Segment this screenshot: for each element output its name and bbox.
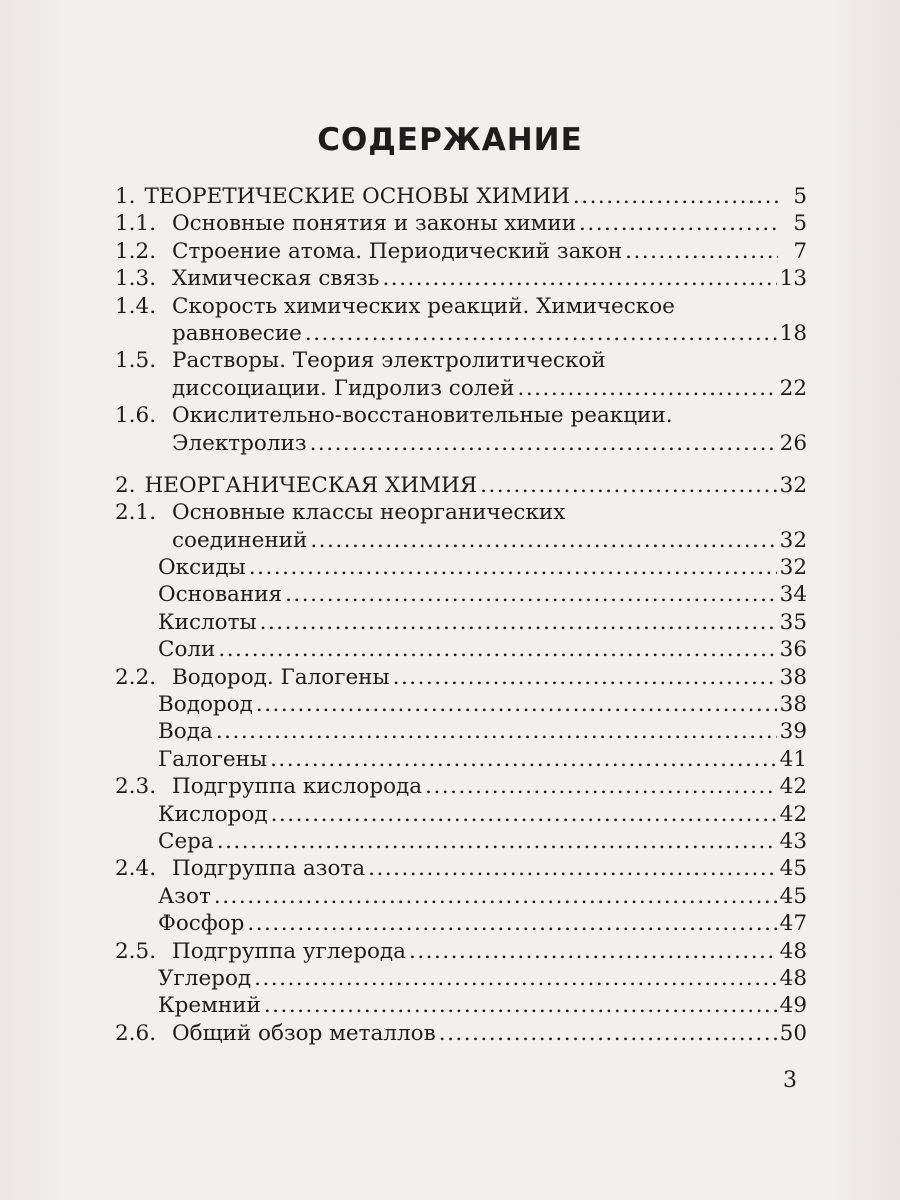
page-number: 3	[783, 1068, 797, 1093]
toc-entry-number: 2.	[115, 472, 136, 498]
leader-dots	[573, 183, 778, 210]
toc-entry	[115, 183, 807, 210]
toc-entry	[115, 910, 807, 937]
toc-entry-title: Кислоты	[158, 609, 257, 635]
toc-entry-title: Подгруппа кислорода	[172, 774, 423, 800]
leader-dots	[264, 992, 777, 1019]
leader-dots	[247, 910, 776, 937]
leader-dots	[393, 664, 777, 691]
toc-entry-page: 45	[779, 856, 807, 882]
leader-dots	[368, 855, 777, 882]
toc-entry-title: Электролиз	[172, 430, 307, 456]
leader-dots	[285, 581, 777, 608]
toc-entry	[115, 636, 807, 663]
leader-dots	[260, 609, 777, 636]
toc-entry-number: 2.1.	[115, 500, 157, 526]
toc-entry-title: Вода	[158, 719, 213, 745]
leader-dots	[310, 430, 777, 457]
toc-entry-number: 2.4.	[115, 856, 157, 882]
table-of-contents	[115, 183, 807, 1047]
toc-entry	[115, 691, 807, 718]
toc-entry-page: 32	[779, 555, 807, 581]
leader-dots	[517, 375, 776, 402]
toc-entry-page: 43	[779, 828, 807, 854]
toc-entry	[115, 430, 807, 457]
toc-entry-number: 1.3.	[115, 266, 157, 292]
leader-dots	[425, 773, 777, 800]
toc-entry	[115, 347, 807, 374]
toc-entry-page: 18	[779, 320, 807, 346]
toc-entry	[115, 664, 807, 691]
toc-entry-title: Подгруппа азота	[172, 856, 366, 882]
toc-entry-number: 2.2.	[115, 664, 157, 690]
toc-entry-title: Основные классы неорганических	[172, 500, 566, 526]
toc-entry	[115, 210, 807, 237]
toc-entry	[115, 320, 807, 347]
leader-dots	[409, 938, 777, 965]
toc-entry-page: 41	[779, 746, 807, 772]
toc-entry-page: 42	[779, 774, 807, 800]
toc-entry-page: 34	[779, 582, 807, 608]
toc-entry-number: 1.5.	[115, 348, 157, 374]
leader-dots	[249, 554, 777, 581]
toc-entry-page: 48	[779, 965, 807, 991]
toc-entry-page: 50	[779, 1020, 807, 1046]
leader-dots	[218, 636, 776, 663]
toc-entry-title: соединений	[172, 527, 308, 553]
leader-dots	[214, 883, 777, 910]
toc-entry-title: Кислород	[158, 801, 268, 827]
toc-entry-title: Сера	[158, 828, 214, 854]
toc-entry	[115, 773, 807, 800]
toc-entry-title: Фосфор	[158, 911, 245, 937]
toc-entry	[115, 992, 807, 1019]
toc-entry	[115, 938, 807, 965]
toc-entry-page: 45	[779, 883, 807, 909]
leader-dots	[305, 320, 777, 347]
toc-entry	[115, 855, 807, 882]
toc-entry-title: Галогены	[158, 746, 268, 772]
leader-dots	[310, 527, 776, 554]
toc-entry	[115, 581, 807, 608]
toc-entry-number: 1.1.	[115, 211, 157, 237]
toc-entry-title: Кремний	[158, 993, 261, 1019]
toc-entry	[115, 828, 807, 855]
leader-dots	[254, 965, 777, 992]
toc-entry	[115, 883, 807, 910]
toc-entry-page: 5	[793, 184, 807, 209]
toc-entry-number: 1.6.	[115, 403, 157, 429]
toc-entry	[115, 746, 807, 773]
toc-entry-title: Соли	[158, 637, 216, 663]
toc-entry-page: 49	[779, 993, 807, 1019]
toc-entry	[115, 265, 807, 292]
toc-entry-number: 2.5.	[115, 938, 157, 964]
toc-entry-title: Азот	[158, 883, 211, 909]
toc-entry-page: 36	[779, 637, 807, 663]
toc-entry-page: 5	[793, 211, 807, 237]
toc-entry-page: 26	[779, 430, 807, 456]
leader-dots	[579, 210, 778, 237]
toc-entry-title: Окислительно-восстановительные реакции.	[172, 403, 673, 429]
toc-entry	[115, 609, 807, 636]
toc-entry	[115, 238, 807, 265]
toc-entry	[115, 965, 807, 992]
toc-entry-title: диссоциации. Гидролиз солей	[172, 375, 515, 401]
toc-entry-number: 1.	[115, 184, 136, 209]
toc-entry-number: 1.4.	[115, 293, 157, 319]
leader-dots	[270, 746, 777, 773]
toc-entry-title: Основания	[158, 582, 283, 608]
toc-entry-title: Углерод	[158, 965, 252, 991]
toc-entry	[115, 375, 807, 402]
leader-dots	[217, 828, 777, 855]
toc-entry-title: Водород	[158, 692, 253, 718]
leader-dots	[439, 1020, 777, 1047]
toc-entry-page: 48	[779, 938, 807, 964]
toc-entry-title: Оксиды	[158, 555, 246, 581]
toc-entry-page: 13	[779, 266, 807, 292]
toc-entry-page: 38	[779, 692, 807, 718]
toc-entry	[115, 402, 807, 429]
toc-entry-title: Растворы. Теория электролитической	[172, 348, 606, 374]
toc-entry-title: Водород. Галогены	[172, 664, 390, 690]
toc-entry-page: 39	[779, 719, 807, 745]
toc-entry-page: 42	[779, 801, 807, 827]
toc-entry	[115, 293, 807, 320]
toc-entry-page: 47	[779, 911, 807, 937]
toc-entry-page: 22	[779, 375, 807, 401]
toc-entry-number: 1.2.	[115, 238, 157, 264]
toc-entry-number: 2.6.	[115, 1020, 157, 1046]
leader-dots	[271, 801, 777, 828]
toc-entry-page: 7	[793, 238, 807, 264]
toc-entry-title: НЕОРГАНИЧЕСКАЯ ХИМИЯ	[144, 472, 478, 498]
toc-entry-title: Основные понятия и законы химии	[172, 211, 577, 237]
leader-dots	[382, 265, 776, 292]
toc-entry-title: Общий обзор металлов	[172, 1020, 436, 1046]
toc-entry	[115, 472, 807, 499]
toc-entry-title: ТЕОРЕТИЧЕСКИЕ ОСНОВЫ ХИМИИ	[144, 184, 570, 209]
toc-entry-title: Химическая связь	[172, 266, 380, 292]
toc-entry-title: Подгруппа углерода	[172, 938, 406, 964]
toc-entry	[115, 554, 807, 581]
toc-entry	[115, 499, 807, 526]
leader-dots	[480, 472, 777, 499]
toc-entry-number: 2.3.	[115, 774, 157, 800]
toc-entry-page: 35	[779, 609, 807, 635]
page-title: СОДЕРЖАНИЕ	[317, 122, 583, 158]
leader-dots	[216, 718, 777, 745]
leader-dots	[256, 691, 777, 718]
toc-entry-title: Скорость химических реакций. Химическое	[172, 293, 675, 319]
toc-entry	[115, 527, 807, 554]
toc-entry	[115, 801, 807, 828]
toc-entry	[115, 1020, 807, 1047]
toc-entry-title: равновесие	[172, 320, 302, 346]
toc-entry-page: 32	[779, 472, 807, 498]
toc-entry-page: 38	[779, 664, 807, 690]
leader-dots	[625, 238, 778, 265]
toc-entry-page: 32	[779, 527, 807, 553]
toc-entry	[115, 718, 807, 745]
toc-entry-title: Строение атома. Периодический закон	[172, 238, 623, 264]
